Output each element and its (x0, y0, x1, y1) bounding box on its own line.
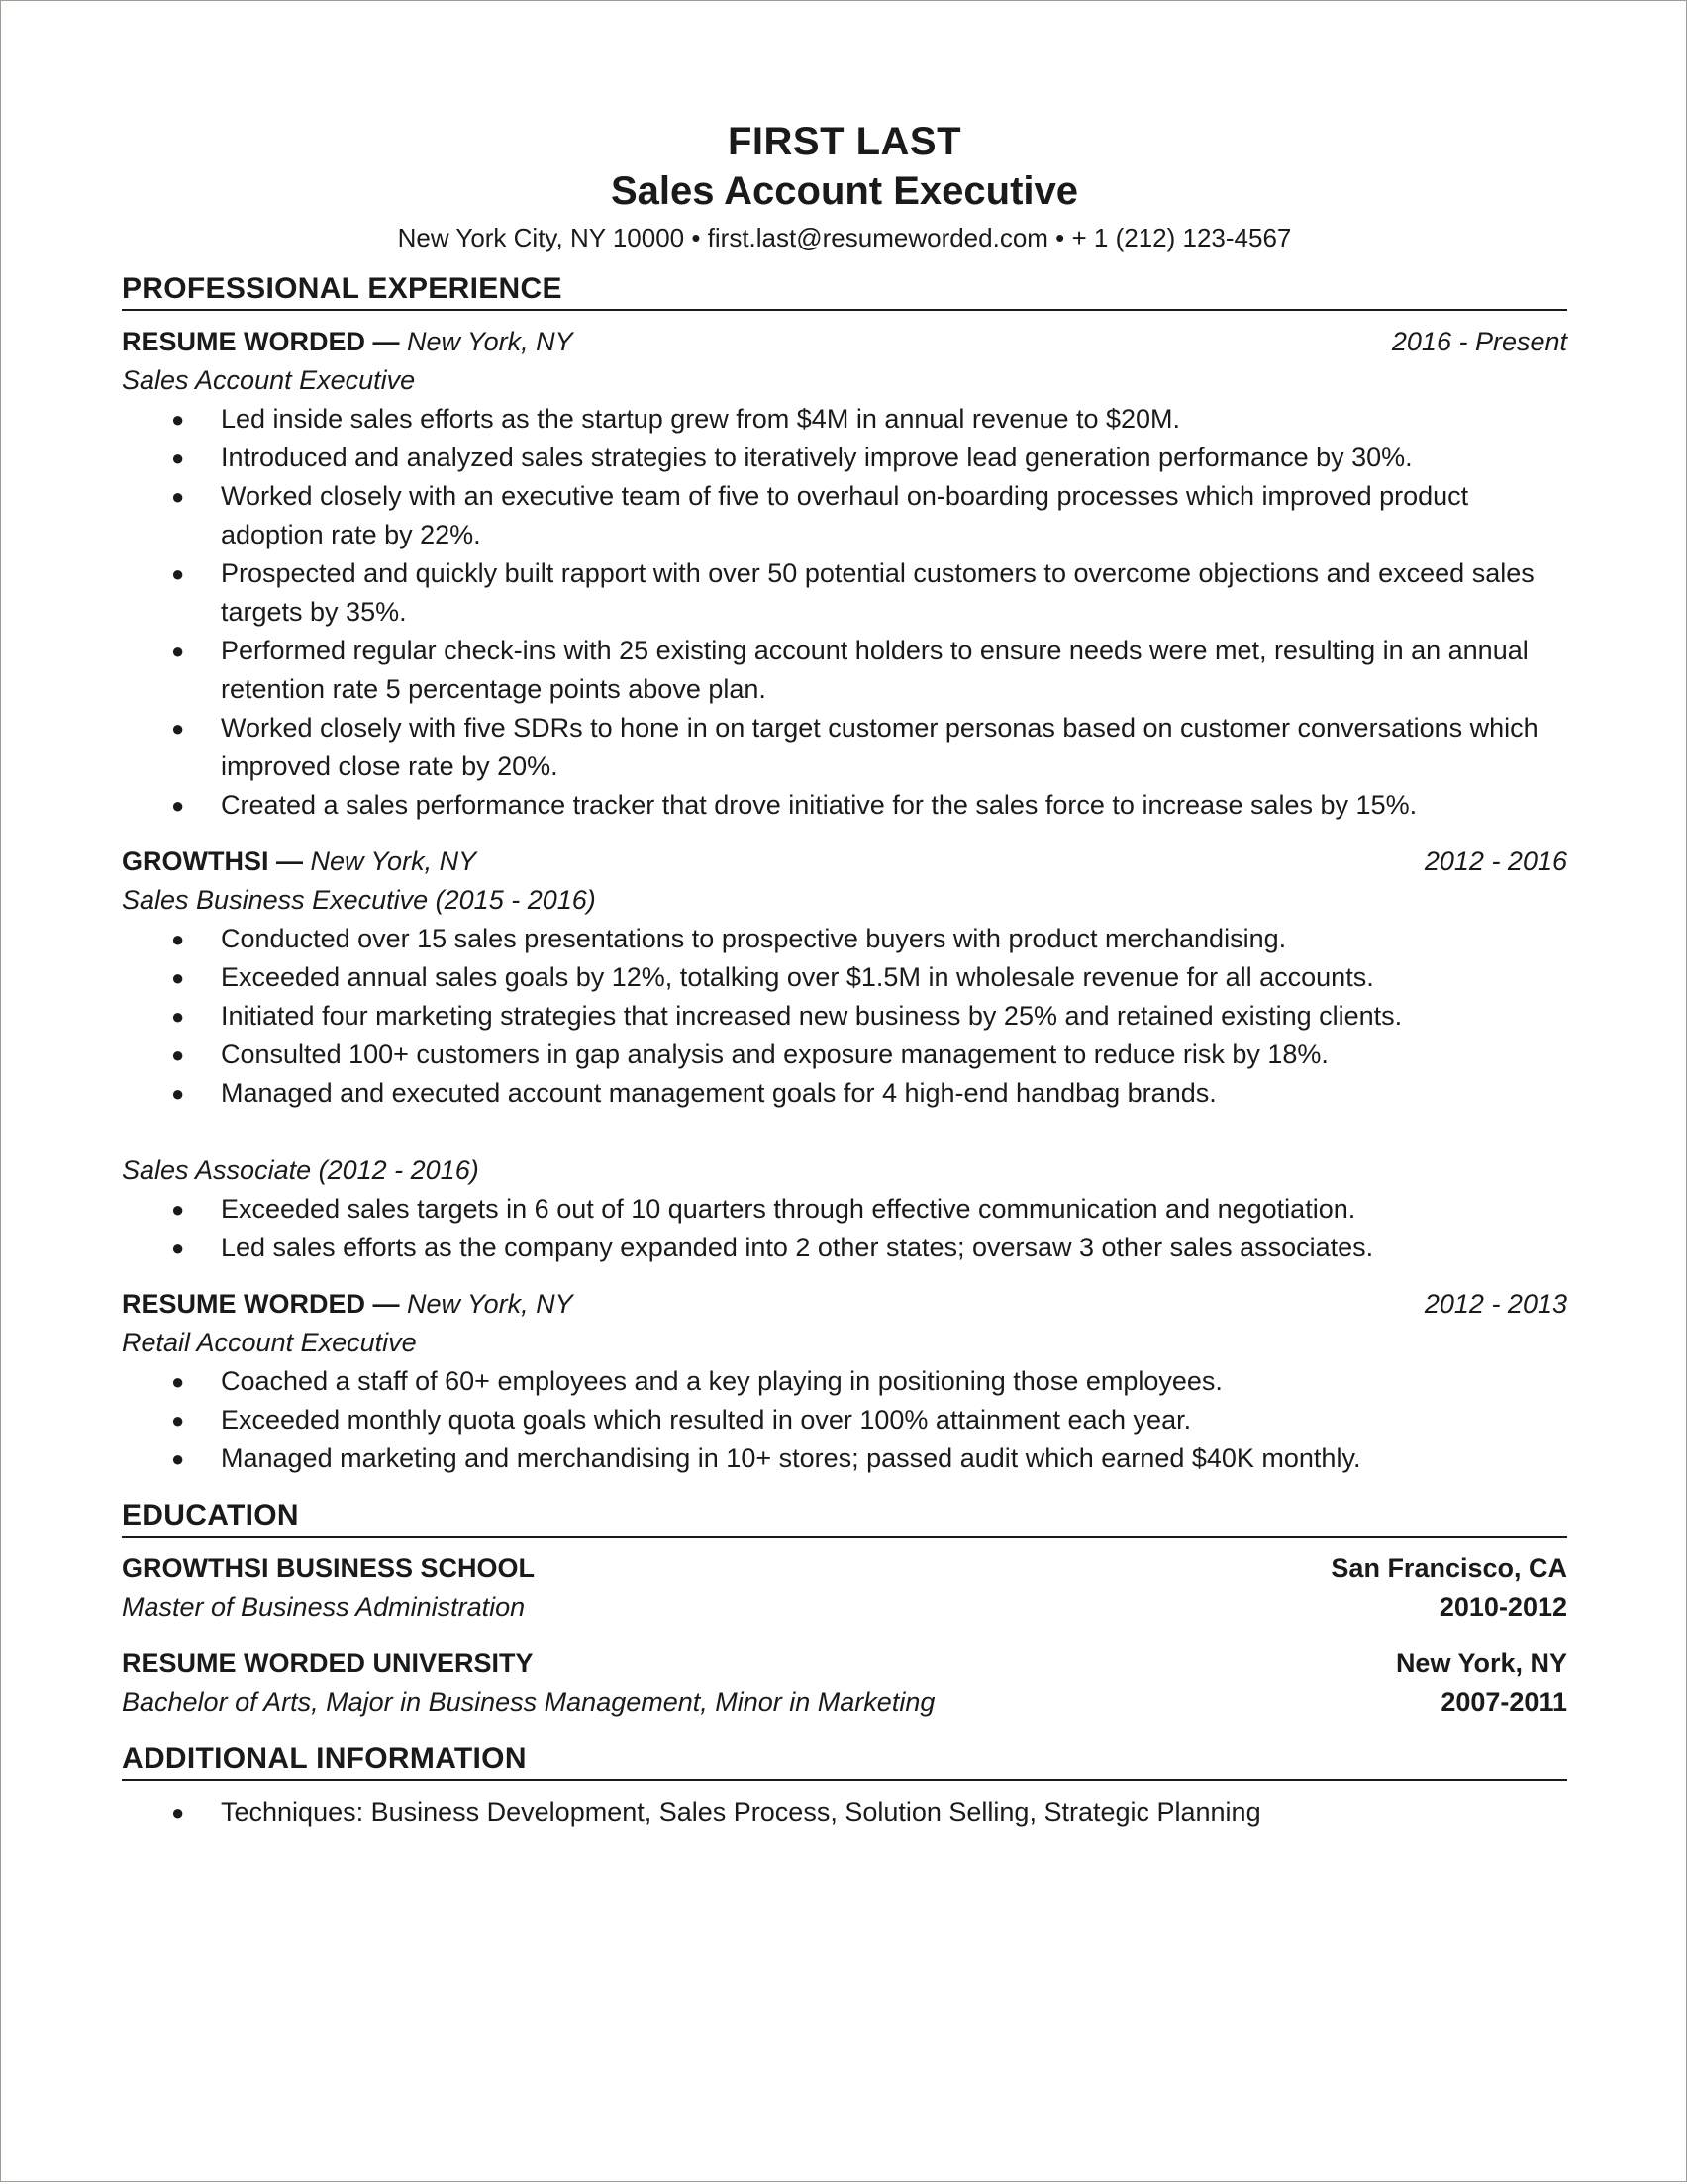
bullet-icon: ● (171, 965, 185, 990)
bullet-item: ● Managed marketing and merchandising in 10+ stores; passed audit which earned $40K monthly. (122, 1439, 1567, 1478)
bullet-icon: ● (171, 1236, 185, 1260)
bullet-icon: ● (171, 1004, 185, 1029)
edu-header (122, 1549, 1567, 1588)
bullet-item: ● Techniques: Business Development, Sales Process, Solution Selling, Strategic Planning (122, 1793, 1567, 1832)
school-name: GROWTHSI BUSINESS SCHOOL (122, 1553, 536, 1583)
bullet-item: ● Exceeded sales targets in 6 out of 10 quarters through effective communication and negotiation. (122, 1190, 1567, 1229)
job-dates: 2016 - Present (1391, 327, 1567, 356)
bullet-item: ● Led sales efforts as the company expanded into 2 other states; oversaw 3 other sales associates. (122, 1229, 1567, 1267)
job-header (122, 1285, 1567, 1324)
edu-detail (122, 1588, 1567, 1627)
job-company: RESUME WORDED — (122, 1289, 400, 1319)
edu-dates: 2010-2012 (1439, 1592, 1567, 1622)
bullet-item: ● Prospected and quickly built rapport with over 50 potential customers to overcome objections and exceed sales targets by 35%. (122, 554, 1567, 632)
bullet-item: ● Performed regular check-ins with 25 existing account holders to ensure needs were met, resulting in an annual retention rate 5 percentage points above plan. (122, 632, 1567, 709)
bullet-icon: ● (171, 1197, 185, 1222)
job-header (122, 323, 1567, 361)
bullet-icon: ● (171, 639, 185, 663)
bullet-item: ● Created a sales performance tracker that drove initiative for the sales force to increase sales by 15%. (122, 786, 1567, 825)
job-location: New York, NY (310, 846, 477, 876)
bullet-item: ● Worked closely with five SDRs to hone in on target customer personas based on customer conversations which improved close rate by 20%. (122, 709, 1567, 786)
job-bullets (122, 1362, 1567, 1478)
job-entry-2 (122, 843, 1567, 1267)
education-entry-2 (122, 1644, 1567, 1722)
job-header (122, 843, 1567, 881)
job-position: Sales Account Executive (122, 365, 416, 395)
bullet-icon: ● (171, 1081, 185, 1106)
bullet-item: ● Initiated four marketing strategies that increased new business by 25% and retained existing clients. (122, 997, 1567, 1036)
education-section (122, 1496, 1567, 1722)
bullet-icon: ● (171, 1446, 185, 1471)
additional-section (122, 1739, 1567, 1832)
additional-bullets (122, 1793, 1567, 1832)
job-bullets (122, 400, 1567, 825)
edu-dates: 2007-2011 (1441, 1687, 1567, 1717)
job-location: New York, NY (407, 327, 573, 356)
bullet-item: ● Consulted 100+ customers in gap analysis and exposure management to reduce risk by 18%. (122, 1036, 1567, 1074)
degree: Master of Business Administration (122, 1592, 526, 1622)
job-location: New York, NY (407, 1289, 573, 1319)
job-entry-1 (122, 323, 1567, 825)
job-bullets (122, 920, 1567, 1113)
bullet-icon: ● (171, 793, 185, 818)
school-location: San Francisco, CA (1331, 1553, 1567, 1583)
job-dates: 2012 - 2016 (1424, 846, 1567, 876)
section-title-experience: PROFESSIONAL EXPERIENCE (122, 269, 1567, 311)
bullet-item: ● Led inside sales efforts as the startup grew from $4M in annual revenue to $20M. (122, 400, 1567, 439)
edu-header (122, 1644, 1567, 1683)
job-company-line (122, 843, 476, 881)
experience-section (122, 269, 1567, 1478)
bullet-item: ● Worked closely with an executive team of five to overhaul on-boarding processes which improved product adoption rate by 22%. (122, 477, 1567, 554)
bullet-icon: ● (171, 407, 185, 432)
bullet-icon: ● (171, 561, 185, 586)
job-company-line (122, 323, 573, 361)
bullet-item: ● Managed and executed account management goals for 4 high-end handbag brands. (122, 1074, 1567, 1113)
bullet-icon: ● (171, 1800, 185, 1825)
bullet-icon: ● (171, 1042, 185, 1067)
bullet-icon: ● (171, 927, 185, 951)
job-position: Sales Business Executive (2015 - 2016) (122, 885, 596, 915)
job-bullets-2 (122, 1190, 1567, 1267)
job-company: GROWTHSI — (122, 846, 303, 876)
job-entry-3 (122, 1285, 1567, 1478)
bullet-item: ● Conducted over 15 sales presentations to prospective buyers with product merchandising. (122, 920, 1567, 958)
bullet-icon: ● (171, 446, 185, 470)
edu-detail (122, 1683, 1567, 1722)
job-company-line (122, 1285, 573, 1324)
bullet-item: ● Exceeded monthly quota goals which resulted in over 100% attainment each year. (122, 1401, 1567, 1439)
bullet-item: ● Exceeded annual sales goals by 12%, totalking over $1.5M in wholesale revenue for all accounts. (122, 958, 1567, 997)
bullet-icon: ● (171, 1369, 185, 1394)
bullet-icon: ● (171, 484, 185, 509)
job-company: RESUME WORDED — (122, 327, 400, 356)
resume-header (122, 117, 1567, 257)
candidate-name: FIRST LAST (727, 120, 962, 163)
bullet-item: ● Coached a staff of 60+ employees and a key playing in positioning those employees. (122, 1362, 1567, 1401)
job-position: Retail Account Executive (122, 1328, 417, 1357)
job-dates: 2012 - 2013 (1424, 1289, 1567, 1319)
school-name: RESUME WORDED UNIVERSITY (122, 1648, 534, 1678)
degree: Bachelor of Arts, Major in Business Management, Minor in Marketing (122, 1687, 936, 1717)
spacer (122, 1113, 1567, 1151)
bullet-icon: ● (171, 716, 185, 741)
school-location: New York, NY (1395, 1648, 1567, 1678)
bullet-icon: ● (171, 1408, 185, 1433)
candidate-role: Sales Account Executive (610, 169, 1079, 213)
section-title-education: EDUCATION (122, 1496, 1567, 1538)
job-position-2: Sales Associate (2012 - 2016) (122, 1155, 479, 1185)
resume-page (122, 117, 1567, 1832)
bullet-item: ● Introduced and analyzed sales strategies to iteratively improve lead generation performance by 30%. (122, 439, 1567, 477)
education-entry-1 (122, 1549, 1567, 1627)
contact-line: New York City, NY 10000 • first.last@resumeworded.com • + 1 (212) 123-4567 (397, 223, 1292, 252)
section-title-additional: ADDITIONAL INFORMATION (122, 1739, 1567, 1781)
